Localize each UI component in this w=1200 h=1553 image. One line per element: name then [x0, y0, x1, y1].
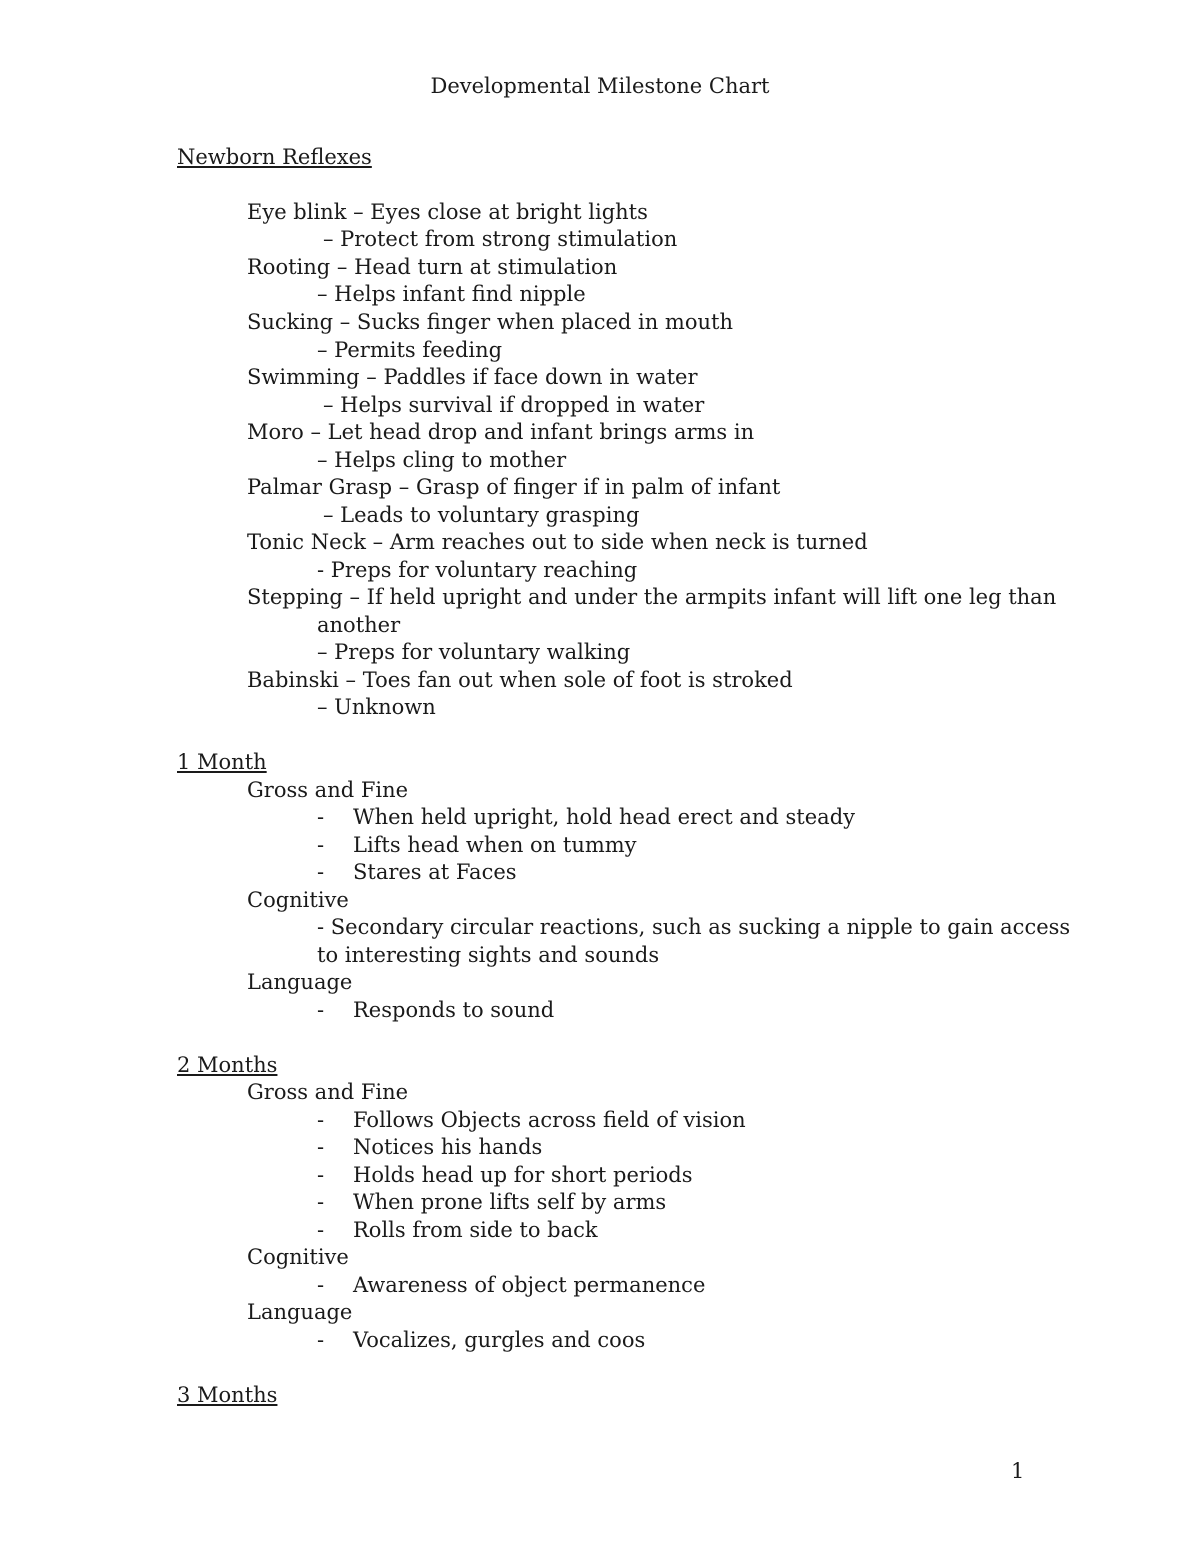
category-cognitive: Cognitive	[247, 888, 349, 912]
page-number: 1	[1011, 1459, 1025, 1483]
section-heading-newborn-reflexes: Newborn Reflexes	[177, 145, 372, 169]
list-item: Stares at Faces	[353, 860, 517, 884]
bullet-dash: -	[317, 1163, 325, 1187]
list-item: Follows Objects across field of vision	[353, 1108, 746, 1132]
list-item: Holds head up for short periods	[353, 1163, 693, 1187]
list-item: Lifts head when on tummy	[353, 833, 637, 857]
bullet-dash: -	[317, 833, 325, 857]
reflex-tonic-neck-purpose: - Preps for voluntary reaching	[317, 558, 638, 582]
reflex-babinski-purpose: – Unknown	[317, 695, 436, 719]
reflex-moro: Moro – Let head drop and infant brings arms in	[247, 420, 755, 444]
bullet-dash: -	[317, 860, 325, 884]
category-gross-and-fine: Gross and Fine	[247, 778, 409, 802]
category-gross-and-fine: Gross and Fine	[247, 1080, 409, 1104]
reflex-rooting: Rooting – Head turn at stimulation	[247, 255, 618, 279]
reflex-stepping-purpose: – Preps for voluntary walking	[317, 640, 631, 664]
list-item: Rolls from side to back	[353, 1218, 598, 1242]
reflex-sucking-purpose: – Permits feeding	[317, 338, 503, 362]
bullet-dash: -	[317, 1328, 325, 1352]
section-heading-2-months: 2 Months	[177, 1053, 278, 1077]
bullet-dash: -	[317, 1108, 325, 1132]
cognitive-text-line: to interesting sights and sounds	[317, 943, 660, 967]
reflex-sucking: Sucking – Sucks finger when placed in mouth	[247, 310, 733, 334]
reflex-babinski: Babinski – Toes fan out when sole of foot is stroked	[247, 668, 793, 692]
list-item: Vocalizes, gurgles and coos	[353, 1328, 646, 1352]
reflex-stepping-continued: another	[317, 613, 401, 637]
reflex-palmar-grasp-purpose: – Leads to voluntary grasping	[323, 503, 640, 527]
reflex-eye-blink: Eye blink – Eyes close at bright lights	[247, 200, 648, 224]
reflex-swimming: Swimming – Paddles if face down in water	[247, 365, 698, 389]
reflex-palmar-grasp: Palmar Grasp – Grasp of finger if in palm of infant	[247, 475, 781, 499]
list-item: Responds to sound	[353, 998, 555, 1022]
bullet-dash: -	[317, 805, 325, 829]
bullet-dash: -	[317, 1190, 325, 1214]
section-heading-1-month: 1 Month	[177, 750, 267, 774]
bullet-dash: -	[317, 1135, 325, 1159]
category-language: Language	[247, 1300, 353, 1324]
reflex-tonic-neck: Tonic Neck – Arm reaches out to side when neck is turned	[247, 530, 868, 554]
category-language: Language	[247, 970, 353, 994]
list-item: When held upright, hold head erect and steady	[353, 805, 856, 829]
page-title: Developmental Milestone Chart	[430, 74, 770, 98]
category-cognitive: Cognitive	[247, 1245, 349, 1269]
bullet-dash: -	[317, 1218, 325, 1242]
reflex-moro-purpose: – Helps cling to mother	[317, 448, 567, 472]
list-item: Awareness of object permanence	[353, 1273, 706, 1297]
section-heading-3-months: 3 Months	[177, 1383, 278, 1407]
reflex-swimming-purpose: – Helps survival if dropped in water	[323, 393, 705, 417]
reflex-rooting-purpose: – Helps infant find nipple	[317, 282, 586, 306]
bullet-dash: -	[317, 998, 325, 1022]
reflex-eye-blink-purpose: – Protect from strong stimulation	[323, 227, 678, 251]
list-item: When prone lifts self by arms	[353, 1190, 667, 1214]
bullet-dash: -	[317, 1273, 325, 1297]
reflex-stepping: Stepping – If held upright and under the armpits infant will lift one leg than	[247, 585, 1057, 609]
cognitive-text-line: - Secondary circular reactions, such as sucking a nipple to gain access	[317, 915, 1071, 939]
list-item: Notices his hands	[353, 1135, 543, 1159]
